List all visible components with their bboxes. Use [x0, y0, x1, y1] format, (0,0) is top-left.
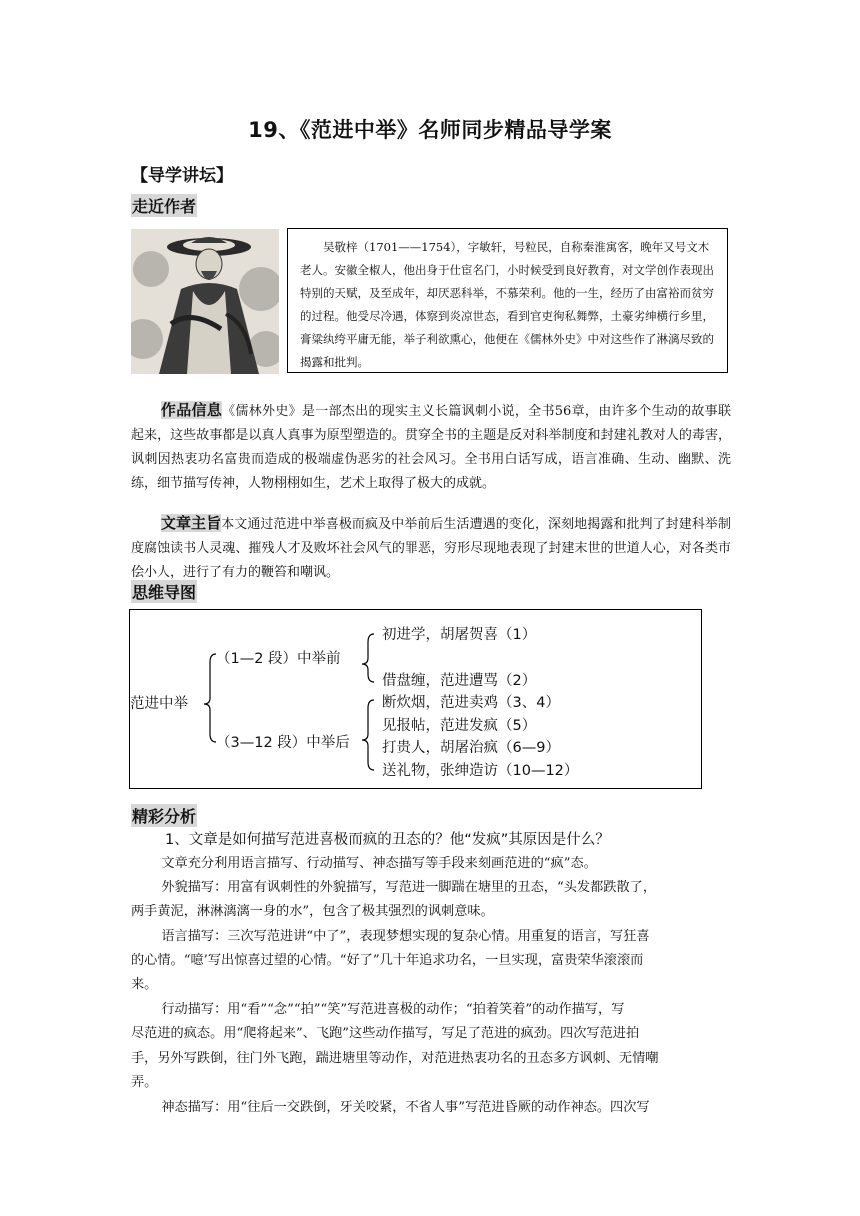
question-1: 1、文章是如何描写范进喜极而疯的丑态的？他“发疯”其原因是什么？ [165, 832, 610, 848]
mindmap-item: 初进学，胡屠贺喜（1） [382, 627, 537, 643]
analysis-line: 来。 [131, 977, 158, 992]
work-info-paragraph [131, 398, 731, 496]
analysis-line: 的心情。“噫’写出惊喜过望的心情。“好了”几十年追求功名，一旦实现，富贵荣华滚滚而 [131, 953, 644, 968]
analysis-line: 外貌描写：用富有讽刺性的外貌描写，写范进一脚踹在塘里的丑态，“头发都跌散了， [161, 880, 657, 895]
section-guide-heading: 【导学讲坛】 [131, 166, 233, 186]
theme-paragraph [131, 511, 731, 585]
mindmap-item: 送礼物，张绅造访（10—12） [382, 763, 579, 779]
mindmap-item: 断炊烟，范进卖鸡（3、4） [382, 695, 560, 711]
analysis-line: 尽范进的疯态。用“爬将起来”、飞跑”这些动作描写，写足了范进的疯劲。四次写范进拍 [131, 1026, 640, 1041]
mind-map [129, 609, 702, 789]
mindmap-branch-before: （1—2 段）中举前 [216, 651, 341, 667]
section-mindmap-heading: 思维导图 [131, 580, 197, 603]
author-portrait [131, 229, 279, 374]
work-info-text: 《儒林外史》是一部杰出的现实主义长篇讽刺小说，全书56章，由许多个生动的故事联起来，这些故事都是以真人真事为原型塑造的。贯穿全书的主题是反对科举制度和封建礼教对人的毒害，讽刺因热衷功名富贵而造成的极端虚伪恶劣的社会风习。全书用白话写成，语言准确、生动、幽默、洗练，细节描写传神，人物栩栩如生，艺术上取得了极大的成就。 [131, 404, 731, 491]
mindmap-item: 打贵人，胡屠治疯（6—9） [382, 740, 560, 756]
analysis-line: 文章充分利用语言描写、行动描写、神态描写等手段来刻画范进的“疯”态。 [161, 856, 597, 871]
mindmap-item: 借盘缠，范进遭骂（2） [382, 673, 537, 689]
theme-label: 文章主旨 [160, 514, 222, 532]
work-info-label: 作品信息 [160, 401, 223, 419]
analysis-line: 两手黄泥，淋淋漓漓一身的水”，包含了极其强烈的讽刺意味。 [131, 904, 494, 919]
mindmap-branch-after: （3—12 段）中举后 [216, 735, 350, 751]
mindmap-item: 见报帖，范进发疯（5） [382, 718, 537, 734]
section-author-heading: 走近作者 [131, 194, 197, 217]
analysis-line: 弄。 [131, 1075, 158, 1090]
section-analysis-heading: 精彩分析 [131, 804, 197, 827]
analysis-line: 神态描写：用“往后一交跌倒，牙关咬紧，不省人事”写范进昏厥的动作神态。四次写 [161, 1100, 650, 1115]
author-bio-text: 吴敬梓（1701——1754），字敏轩，号粒民，自称秦淮寓客，晚年又号文木老人。安徽全椒人，他出身于仕宦名门，小时候受到良好教育，对文学创作表现出特别的天赋，及至成年，却厌恶科举，不慕荣利。他的一生，经历了由富裕而贫穷的过程。他受尽冷遇，体察到炎凉世态，看到官吏徇私舞弊，土豪劣绅横行乡里，膏粱纨绔平庸无能，举子利欲熏心，他便在《儒林外史》中对这些作了淋漓尽致的揭露和批判。 [300, 240, 714, 369]
analysis-line: 手，另外写跌倒，往门外飞跑，踹进塘里等动作，对范进热衷功名的丑态多方讽刺、无情嘲 [131, 1051, 659, 1066]
analysis-line: 行动描写：用“看”“念”“拍”“笑”写范进喜极的动作；“拍着笑着”的动作描写，写 [161, 1002, 625, 1017]
page-title: 19、《范进中举》名师同步精品导学案 [248, 118, 612, 142]
mindmap-root: 范进中举 [130, 696, 188, 712]
author-bio-box [287, 228, 728, 373]
analysis-line: 语言描写：三次写范进讲“中了”，表现梦想实现的复杂心情。用重复的语言，写狂喜 [161, 929, 650, 944]
theme-text: 本文通过范进中举喜极而疯及中举前后生活遭遇的变化，深刻地揭露和批判了封建科举制度腐蚀读书人灵魂、摧残人才及败坏社会风气的罪恶，穷形尽现地表现了封建末世的世道人心，对各类市侩小人，进行了有力的鞭笞和嘲讽。 [131, 517, 731, 580]
